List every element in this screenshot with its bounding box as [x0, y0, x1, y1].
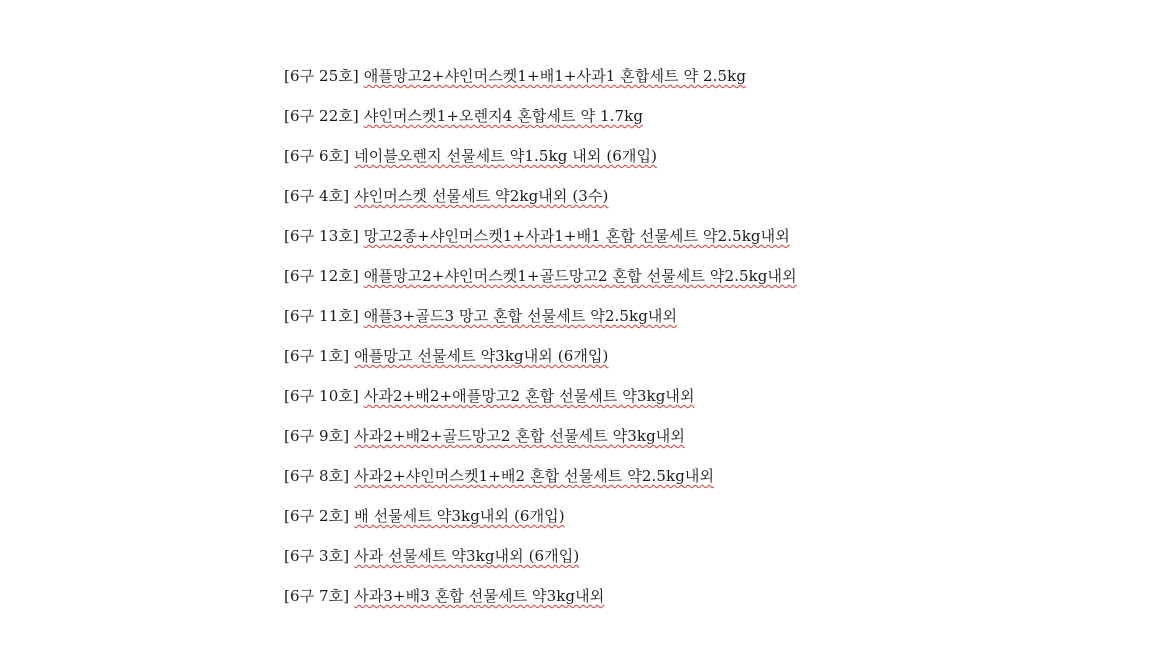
product-code: [6구 4호] — [284, 187, 350, 205]
product-code: [6구 6호] — [284, 147, 350, 165]
product-line — [284, 384, 1152, 424]
product-name: 애플망고2+샤인머스켓1+배1+사과1 혼합세트 약 2.5kg — [363, 67, 747, 85]
product-line — [284, 144, 1152, 184]
product-line — [284, 304, 1152, 344]
product-name: 사과2+샤인머스켓1+배2 혼합 선물세트 약2.5kg내외 — [354, 467, 715, 485]
product-line — [284, 464, 1152, 504]
product-line — [284, 584, 1152, 624]
product-code: [6구 22호] — [284, 107, 359, 125]
product-code: [6구 8호] — [284, 467, 350, 485]
product-code: [6구 7호] — [284, 587, 350, 605]
product-code: [6구 3호] — [284, 547, 350, 565]
product-line — [284, 344, 1152, 384]
product-name: 애플망고 선물세트 약3kg내외 (6개입) — [354, 347, 609, 365]
product-name: 배 선물세트 약3kg내외 (6개입) — [354, 507, 565, 525]
product-name: 사과2+배2+골드망고2 혼합 선물세트 약3kg내외 — [354, 427, 685, 445]
product-name: 샤인머스켓 선물세트 약2kg내외 (3수) — [354, 187, 609, 205]
product-name: 사과2+배2+애플망고2 혼합 선물세트 약3kg내외 — [363, 387, 695, 405]
product-name: 애플3+골드3 망고 혼합 선물세트 약2.5kg내외 — [363, 307, 678, 325]
product-code: [6구 11호] — [284, 307, 359, 325]
product-line — [284, 544, 1152, 584]
product-code: [6구 13호] — [284, 227, 359, 245]
product-code: [6구 25호] — [284, 67, 359, 85]
product-code: [6구 12호] — [284, 267, 359, 285]
product-line — [284, 424, 1152, 464]
product-line — [284, 224, 1152, 264]
product-name: 사과3+배3 혼합 선물세트 약3kg내외 — [354, 587, 605, 605]
document-body — [284, 64, 1152, 624]
product-line — [284, 64, 1152, 104]
product-line — [284, 504, 1152, 544]
product-line — [284, 184, 1152, 224]
product-name: 네이블오렌지 선물세트 약1.5kg 내외 (6개입) — [354, 147, 658, 165]
product-code: [6구 10호] — [284, 387, 359, 405]
product-name: 애플망고2+샤인머스켓1+골드망고2 혼합 선물세트 약2.5kg내외 — [363, 267, 797, 285]
product-code: [6구 2호] — [284, 507, 350, 525]
product-name: 망고2종+샤인머스켓1+사과1+배1 혼합 선물세트 약2.5kg내외 — [363, 227, 790, 245]
product-name: 사과 선물세트 약3kg내외 (6개입) — [354, 547, 580, 565]
product-line — [284, 104, 1152, 144]
product-code: [6구 9호] — [284, 427, 350, 445]
product-line — [284, 264, 1152, 304]
product-code: [6구 1호] — [284, 347, 350, 365]
product-name: 샤인머스켓1+오렌지4 혼합세트 약 1.7kg — [363, 107, 644, 125]
